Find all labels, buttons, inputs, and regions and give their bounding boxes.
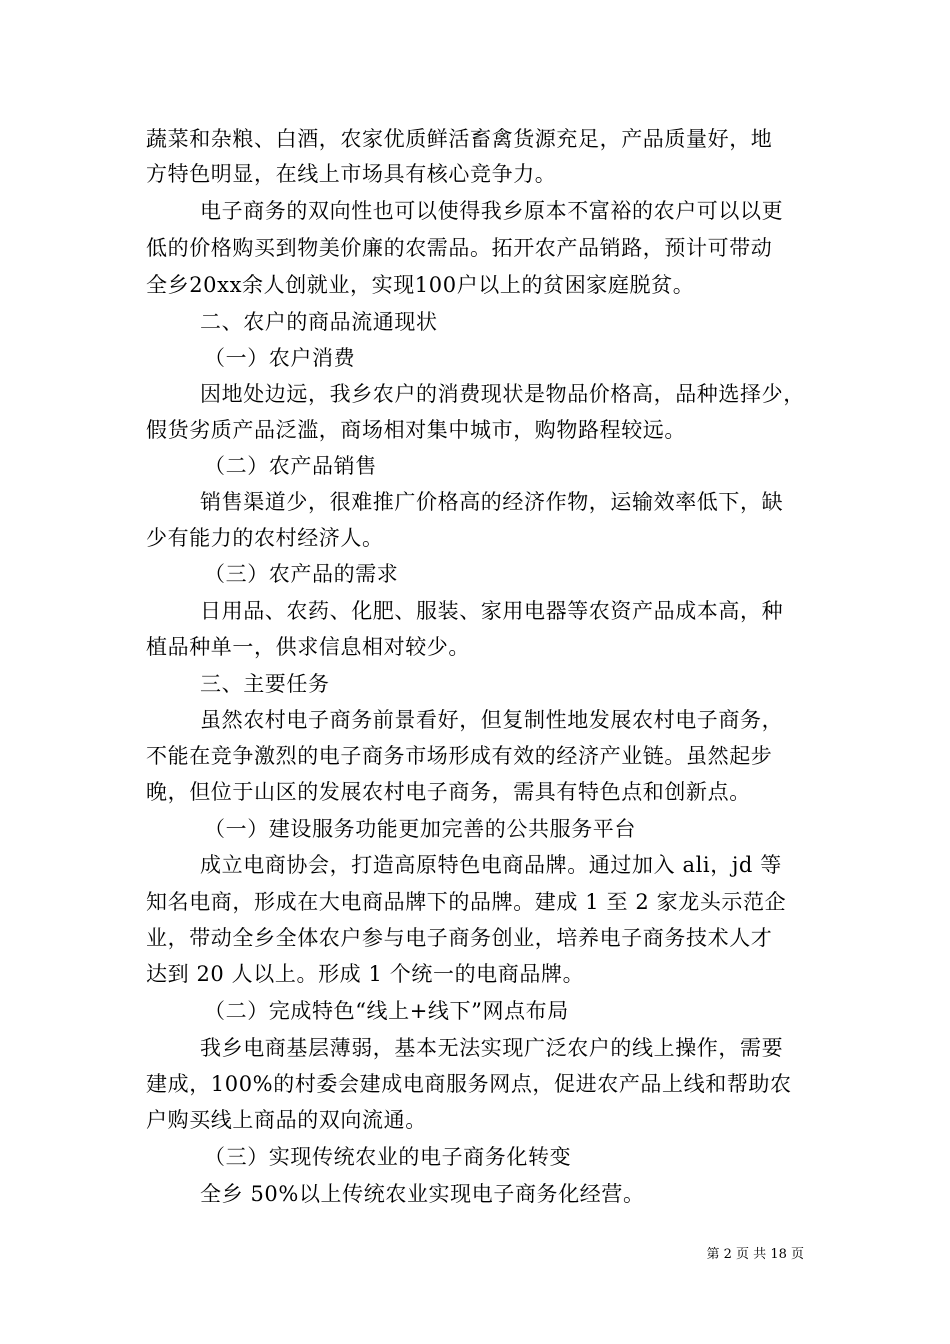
body-line: 达到 20 人以上。形成 1 个统一的电商品牌。 [146,962,585,986]
subsection-heading: （二）农产品销售 [204,454,377,478]
paragraph-start-line: 电子商务的双向性也可以使得我乡原本不富裕的农户可以以更 [200,199,784,223]
subsection-heading: （一）农户消费 [204,346,356,370]
body-line: 业，带动全乡全体农户参与电子商务创业，培养电子商务技术人才 [146,926,773,950]
subsection-heading: （三）农产品的需求 [204,562,399,586]
body-line: 假货劣质产品泛滥，商场相对集中城市，购物路程较远。 [146,418,686,442]
paragraph-start-line: 成立电商协会，打造高原特色电商品牌。通过加入 ali，jd 等 [200,853,782,877]
body-line: 晚，但位于山区的发展农村电子商务，需具有特色点和创新点。 [146,780,751,804]
subsection-heading: （一）建设服务功能更加完善的公共服务平台 [204,817,636,841]
body-line: 知名电商，形成在大电商品牌下的品牌。建成 1 至 2 家龙头示范企 [146,890,787,914]
body-line: 低的价格购买到物美价廉的农需品。拓开农产品销路，预计可带动 [146,236,773,260]
paragraph-start-line: 虽然农村电子商务前景看好，但复制性地发展农村电子商务， [200,708,784,732]
paragraph-start-line: 我乡电商基层薄弱，基本无法实现广泛农户的线上操作，需要 [200,1036,784,1060]
page-number-footer: 第 2 页 共 18 页 [706,1247,804,1262]
body-line: 植品种单一，供求信息相对较少。 [146,635,470,659]
body-line: 建成，100%的村委会建成电商服务网点，促进农产品上线和帮助农 [146,1072,792,1096]
body-line: 全乡20xx余人创就业，实现100户以上的贫困家庭脱贫。 [146,273,695,297]
body-line: 少有能力的农村经济人。 [146,526,384,550]
body-line: 不能在竞争激烈的电子商务市场形成有效的经济产业链。虽然起步 [146,744,773,768]
body-line: 蔬菜和杂粮、白酒，农家优质鲜活畜禽货源充足，产品质量好，地 [146,127,773,151]
paragraph-start-line: 全乡 50%以上传统农业实现电子商务化经营。 [200,1182,645,1206]
body-line: 户购买线上商品的双向流通。 [146,1108,427,1132]
section-heading: 三、主要任务 [200,672,330,696]
paragraph-start-line: 因地处边远，我乡农户的消费现状是物品价格高，品种选择少， [200,382,805,406]
body-line: 方特色明显，在线上市场具有核心竞争力。 [146,162,557,186]
subsection-heading: （三）实现传统农业的电子商务化转变 [204,1145,572,1169]
subsection-heading: （二）完成特色“线上+线下”网点布局 [204,999,569,1023]
section-heading: 二、农户的商品流通现状 [200,310,438,334]
paragraph-start-line: 日用品、农药、化肥、服装、家用电器等农资产品成本高，种 [200,599,784,623]
paragraph-start-line: 销售渠道少，很难推广价格高的经济作物，运输效率低下，缺 [200,490,784,514]
